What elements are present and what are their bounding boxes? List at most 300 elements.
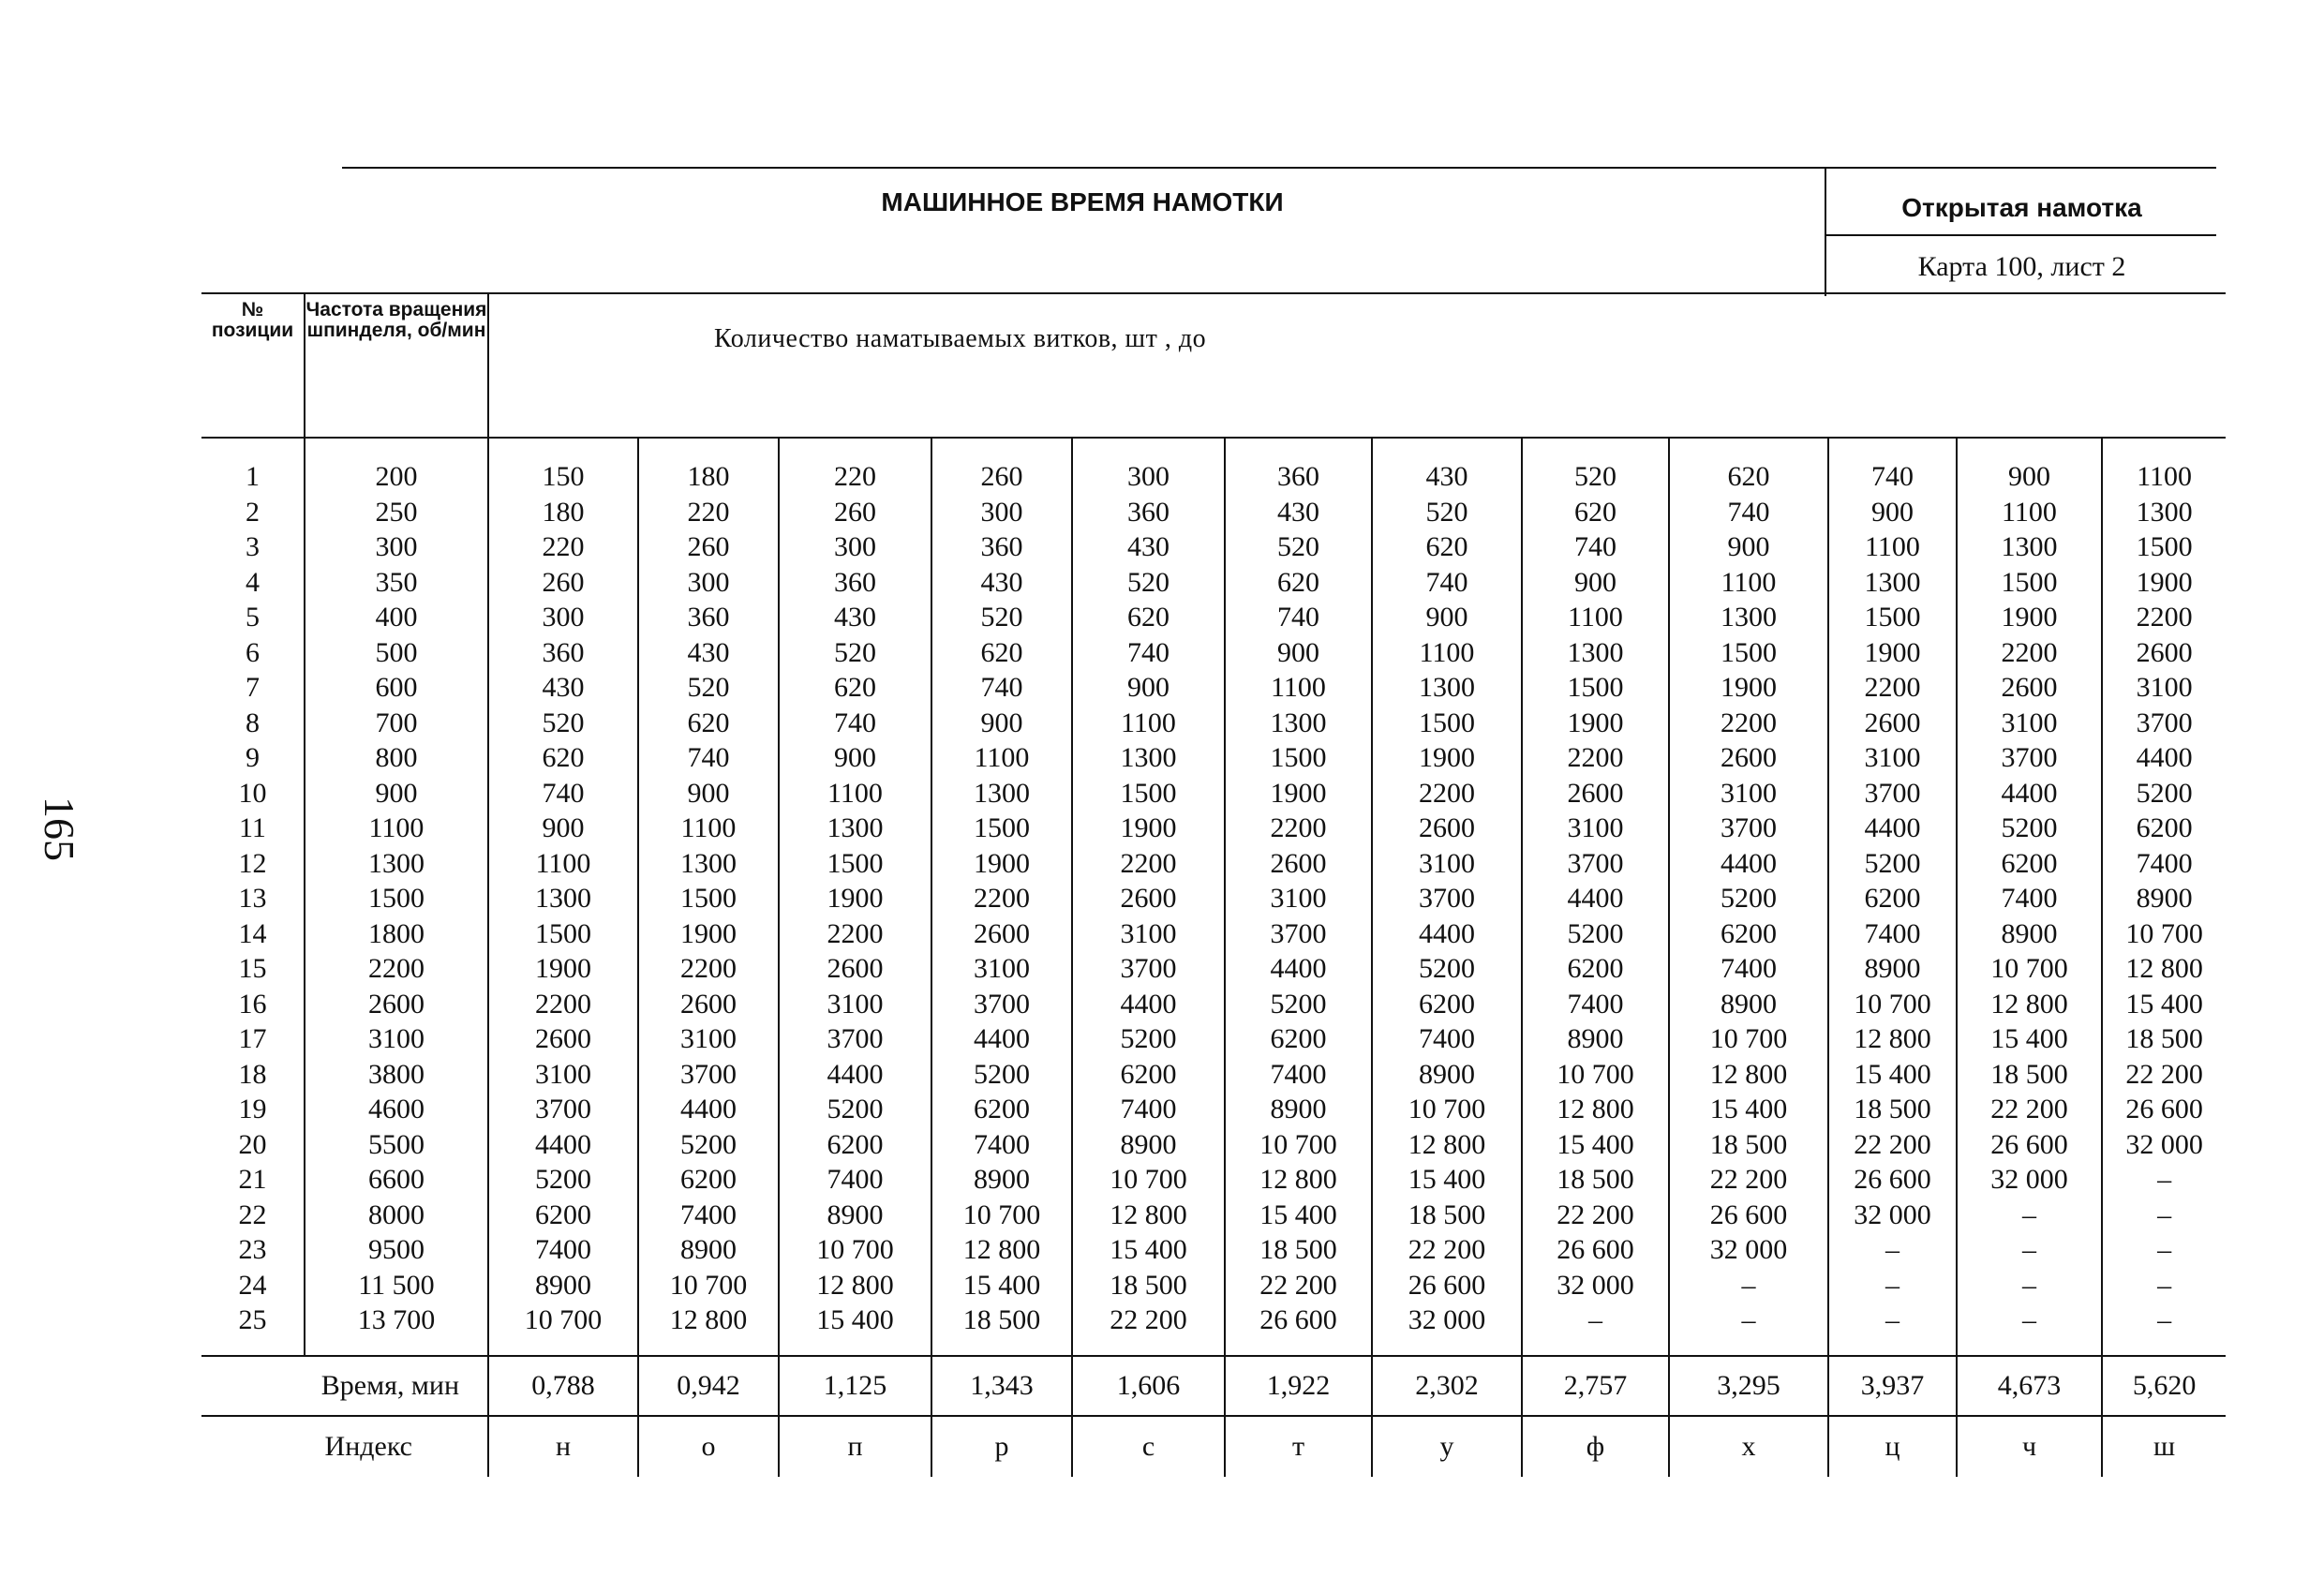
turns-cell: – — [2102, 1198, 2226, 1233]
spindle-speed-cell: 11 500 — [305, 1268, 488, 1303]
turns-cell: 8900 — [931, 1162, 1072, 1198]
spindle-speed-cell: 13 700 — [305, 1303, 488, 1356]
turns-cell: 12 800 — [638, 1303, 779, 1356]
turns-cell: 300 — [488, 600, 638, 635]
turns-cell: 6200 — [1957, 846, 2102, 882]
turns-cell: 740 — [1072, 635, 1225, 671]
turns-cell: 3700 — [1225, 916, 1372, 952]
turns-cell: 1300 — [488, 881, 638, 916]
turns-cell: 3700 — [1828, 776, 1957, 811]
turns-cell: 2600 — [488, 1021, 638, 1057]
turns-cell: 1300 — [1072, 740, 1225, 776]
turns-cell: 2200 — [931, 881, 1072, 916]
turns-cell: 620 — [638, 706, 779, 741]
table-row — [201, 1303, 2226, 1356]
spindle-speed-cell: 900 — [305, 776, 488, 811]
spindle-speed-cell: 500 — [305, 635, 488, 671]
page-title: МАШИННОЕ ВРЕМЯ НАМОТКИ — [881, 187, 1284, 216]
turns-cell: 1100 — [1669, 565, 1828, 601]
turns-cell: 4400 — [1669, 846, 1828, 882]
spindle-speed-cell: 300 — [305, 529, 488, 565]
turns-cell: 430 — [931, 565, 1072, 601]
turns-cell: 18 500 — [1957, 1057, 2102, 1093]
turns-cell: 300 — [1072, 459, 1225, 495]
turns-cell: 4400 — [1522, 881, 1669, 916]
turns-cell: 1900 — [779, 881, 931, 916]
turns-cell: 2600 — [779, 951, 931, 987]
spacer-cell — [305, 438, 488, 459]
turns-cell: 1100 — [638, 811, 779, 846]
turns-cell: 1100 — [931, 740, 1072, 776]
turns-cell: 26 600 — [1828, 1162, 1957, 1198]
turns-cell: 6200 — [1828, 881, 1957, 916]
turns-cell: – — [1957, 1198, 2102, 1233]
time-cell: 3,295 — [1669, 1356, 1828, 1416]
turns-cell: 620 — [779, 670, 931, 706]
table-row — [201, 529, 2226, 565]
position-cell: 18 — [238, 1058, 267, 1090]
table-row — [201, 1057, 2226, 1093]
header-divider-vertical — [1825, 167, 1826, 296]
turns-cell: 8900 — [1225, 1092, 1372, 1127]
spindle-speed-cell: 1800 — [305, 916, 488, 952]
turns-cell: 32 000 — [2102, 1127, 2226, 1163]
turns-cell: 8900 — [638, 1232, 779, 1268]
spindle-speed-cell: 6600 — [305, 1162, 488, 1198]
spindle-speed-cell: 250 — [305, 495, 488, 530]
turns-cell: 22 200 — [1828, 1127, 1957, 1163]
turns-cell: 180 — [488, 495, 638, 530]
turns-cell: 4400 — [1072, 987, 1225, 1022]
turns-cell: 6200 — [2102, 811, 2226, 846]
turns-cell: 6200 — [1225, 1021, 1372, 1057]
turns-cell: 1900 — [1072, 811, 1225, 846]
turns-cell: 1100 — [1957, 495, 2102, 530]
turns-cell: 26 600 — [1522, 1232, 1669, 1268]
position-cell: 2 — [246, 496, 260, 528]
turns-cell: 1500 — [1072, 776, 1225, 811]
turns-cell: 15 400 — [779, 1303, 931, 1356]
turns-cell: 12 800 — [1072, 1198, 1225, 1233]
spacer-cell — [201, 438, 305, 459]
turns-cell: 7400 — [1522, 987, 1669, 1022]
turns-cell: 900 — [931, 706, 1072, 741]
position-cell: 4 — [246, 566, 260, 598]
turns-cell: – — [1522, 1303, 1669, 1356]
turns-cell: 430 — [779, 600, 931, 635]
turns-cell: 2200 — [1828, 670, 1957, 706]
turns-cell: 3100 — [931, 951, 1072, 987]
spacer-row — [201, 438, 2226, 459]
turns-cell: 900 — [638, 776, 779, 811]
position-cell: 14 — [238, 917, 267, 949]
turns-cell: 2200 — [779, 916, 931, 952]
turns-cell: 2600 — [1957, 670, 2102, 706]
turns-cell: – — [1669, 1303, 1828, 1356]
spindle-speed-cell: 5500 — [305, 1127, 488, 1163]
turns-cell: 26 600 — [1957, 1127, 2102, 1163]
index-cell: ц — [1828, 1416, 1957, 1477]
turns-cell: 15 400 — [1072, 1232, 1225, 1268]
spindle-speed-cell: 8000 — [305, 1198, 488, 1233]
turns-cell: 900 — [1957, 459, 2102, 495]
index-cell: с — [1072, 1416, 1225, 1477]
position-cell: 25 — [238, 1304, 267, 1335]
table-row — [201, 811, 2226, 846]
turns-cell: 4400 — [638, 1092, 779, 1127]
turns-cell: 6200 — [1669, 916, 1828, 952]
column-header-position: № позиции — [201, 293, 305, 438]
winding-time-table — [201, 292, 2226, 1477]
turns-cell: 22 200 — [1072, 1303, 1225, 1356]
turns-cell: 1500 — [779, 846, 931, 882]
turns-cell: 3700 — [1669, 811, 1828, 846]
turns-cell: 3100 — [1225, 881, 1372, 916]
turns-cell: 1500 — [1828, 600, 1957, 635]
turns-cell: 1100 — [779, 776, 931, 811]
turns-cell: 430 — [1372, 459, 1522, 495]
spacer-cell — [638, 438, 779, 459]
turns-cell: 3700 — [488, 1092, 638, 1127]
turns-cell: 7400 — [2102, 846, 2226, 882]
turns-cell: 1100 — [1225, 670, 1372, 706]
turns-cell: 32 000 — [1828, 1198, 1957, 1233]
index-cell: у — [1372, 1416, 1522, 1477]
turns-cell: 4400 — [931, 1021, 1072, 1057]
turns-cell: 8900 — [1669, 987, 1828, 1022]
spacer-cell — [1225, 438, 1372, 459]
header-divider-horizontal — [1825, 234, 2216, 236]
turns-cell: 26 600 — [2102, 1092, 2226, 1127]
turns-cell: 5200 — [1522, 916, 1669, 952]
turns-cell: 1900 — [1669, 670, 1828, 706]
turns-cell: 620 — [931, 635, 1072, 671]
position-cell: 6 — [246, 636, 260, 668]
turns-cell: 2200 — [2102, 600, 2226, 635]
turns-cell: 4400 — [1957, 776, 2102, 811]
spindle-speed-cell: 1100 — [305, 811, 488, 846]
table-row — [201, 565, 2226, 601]
turns-cell: 15 400 — [1225, 1198, 1372, 1233]
turns-cell: 1900 — [1372, 740, 1522, 776]
turns-cell: 360 — [1225, 459, 1372, 495]
position-cell: 23 — [238, 1234, 267, 1265]
time-cell: 5,620 — [2102, 1356, 2226, 1416]
spacer-cell — [1828, 438, 1957, 459]
turns-cell: 6200 — [1522, 951, 1669, 987]
turns-cell: 1500 — [488, 916, 638, 952]
time-cell: 1,606 — [1072, 1356, 1225, 1416]
turns-cell: 18 500 — [1669, 1127, 1828, 1163]
spacer-cell — [2102, 438, 2226, 459]
turns-cell: 12 800 — [1669, 1057, 1828, 1093]
spindle-speed-cell: 800 — [305, 740, 488, 776]
turns-cell: 1100 — [1072, 706, 1225, 741]
turns-cell: 1100 — [1522, 600, 1669, 635]
column-header-spindle-speed: Частота вращения шпинделя, об/мин — [305, 293, 488, 438]
turns-cell: 22 200 — [1669, 1162, 1828, 1198]
time-cell: 1,922 — [1225, 1356, 1372, 1416]
table-row — [201, 635, 2226, 671]
page-number: 165 — [36, 796, 83, 861]
turns-cell: 3100 — [1669, 776, 1828, 811]
turns-cell: 3700 — [1072, 951, 1225, 987]
turns-cell: 620 — [1669, 459, 1828, 495]
turns-cell: 1900 — [1828, 635, 1957, 671]
turns-cell: 3700 — [1957, 740, 2102, 776]
turns-cell: 360 — [638, 600, 779, 635]
turns-cell: 6200 — [931, 1092, 1072, 1127]
turns-cell: 1500 — [2102, 529, 2226, 565]
table-row — [201, 459, 2226, 495]
spacer-cell — [1072, 438, 1225, 459]
turns-cell: 1100 — [488, 846, 638, 882]
turns-cell: 360 — [779, 565, 931, 601]
turns-cell: 1100 — [2102, 459, 2226, 495]
time-cell: 0,942 — [638, 1356, 779, 1416]
turns-cell: 5200 — [2102, 776, 2226, 811]
turns-cell: 1300 — [1522, 635, 1669, 671]
turns-cell: 32 000 — [1372, 1303, 1522, 1356]
turns-cell: 1300 — [1372, 670, 1522, 706]
turns-cell: – — [2102, 1162, 2226, 1198]
turns-cell: 5200 — [779, 1092, 931, 1127]
column-header-turns: Количество наматываемых витков, шт , до — [488, 293, 2226, 438]
position-cell: 10 — [238, 777, 267, 809]
turns-cell: 8900 — [2102, 881, 2226, 916]
turns-cell: 740 — [1669, 495, 1828, 530]
spindle-speed-cell: 200 — [305, 459, 488, 495]
turns-cell: 1500 — [1669, 635, 1828, 671]
time-cell: 2,757 — [1522, 1356, 1669, 1416]
turns-cell: 7400 — [1072, 1092, 1225, 1127]
turns-cell: 3700 — [2102, 706, 2226, 741]
turns-cell: 18 500 — [1225, 1232, 1372, 1268]
turns-cell: 2600 — [931, 916, 1072, 952]
turns-cell: 360 — [488, 635, 638, 671]
turns-cell: 620 — [1372, 529, 1522, 565]
turns-cell: – — [1669, 1268, 1828, 1303]
turns-cell: 3700 — [931, 987, 1072, 1022]
turns-cell: – — [1957, 1268, 2102, 1303]
turns-cell: 740 — [1225, 600, 1372, 635]
turns-cell: 2200 — [1669, 706, 1828, 741]
position-cell: 11 — [239, 812, 266, 843]
turns-cell: 900 — [1225, 635, 1372, 671]
turns-cell: 430 — [638, 635, 779, 671]
turns-cell: 900 — [1372, 600, 1522, 635]
turns-cell: 12 800 — [931, 1232, 1072, 1268]
title-top-rule — [342, 167, 2216, 169]
turns-cell: 8900 — [1372, 1057, 1522, 1093]
turns-cell: 6200 — [1372, 987, 1522, 1022]
turns-cell: 12 800 — [779, 1268, 931, 1303]
turns-cell: 5200 — [638, 1127, 779, 1163]
turns-cell: 2200 — [488, 987, 638, 1022]
turns-cell: 740 — [638, 740, 779, 776]
turns-cell: 3100 — [638, 1021, 779, 1057]
spacer-cell — [1522, 438, 1669, 459]
turns-cell: 3100 — [1522, 811, 1669, 846]
turns-cell: 10 700 — [1669, 1021, 1828, 1057]
index-cell: н — [488, 1416, 638, 1477]
spindle-speed-cell: 3100 — [305, 1021, 488, 1057]
turns-cell: 5200 — [1072, 1021, 1225, 1057]
spindle-speed-cell: 700 — [305, 706, 488, 741]
turns-cell: 360 — [931, 529, 1072, 565]
turns-cell: 3100 — [488, 1057, 638, 1093]
turns-cell: 10 700 — [779, 1232, 931, 1268]
table-header-row — [201, 293, 2226, 438]
turns-cell: 18 500 — [1828, 1092, 1957, 1127]
table-row — [201, 776, 2226, 811]
turns-cell: – — [1957, 1303, 2102, 1356]
position-cell: 1 — [246, 461, 260, 492]
table-row — [201, 495, 2226, 530]
turns-cell: 900 — [488, 811, 638, 846]
turns-cell: – — [1828, 1268, 1957, 1303]
turns-cell: 3100 — [1828, 740, 1957, 776]
turns-cell: 1100 — [1372, 635, 1522, 671]
turns-cell: 10 700 — [1522, 1057, 1669, 1093]
turns-cell: 18 500 — [1522, 1162, 1669, 1198]
spindle-speed-cell: 1500 — [305, 881, 488, 916]
turns-cell: 520 — [1522, 459, 1669, 495]
turns-cell: 300 — [638, 565, 779, 601]
turns-cell: 5200 — [1669, 881, 1828, 916]
turns-cell: 430 — [1072, 529, 1225, 565]
time-cell: 2,302 — [1372, 1356, 1522, 1416]
table-row — [201, 600, 2226, 635]
table-row — [201, 1021, 2226, 1057]
turns-cell: 10 700 — [1372, 1092, 1522, 1127]
turns-cell: 150 — [488, 459, 638, 495]
turns-cell: 260 — [779, 495, 931, 530]
turns-cell: 900 — [1828, 495, 1957, 530]
turns-cell: 520 — [488, 706, 638, 741]
turns-cell: 4400 — [1828, 811, 1957, 846]
spacer-cell — [1957, 438, 2102, 459]
turns-cell: 300 — [931, 495, 1072, 530]
position-cell: 13 — [238, 883, 267, 914]
turns-cell: 260 — [638, 529, 779, 565]
position-cell: 21 — [238, 1164, 267, 1195]
position-cell: 16 — [238, 988, 267, 1020]
turns-cell: 740 — [1828, 459, 1957, 495]
turns-cell: 3700 — [779, 1021, 931, 1057]
spacer-cell — [488, 438, 638, 459]
turns-cell: 260 — [488, 565, 638, 601]
table-row — [201, 1162, 2226, 1198]
turns-cell: – — [2102, 1303, 2226, 1356]
index-row — [201, 1416, 2226, 1477]
turns-cell: 22 200 — [1372, 1232, 1522, 1268]
turns-cell: 900 — [1669, 529, 1828, 565]
spindle-speed-cell: 2200 — [305, 951, 488, 987]
turns-cell: 5200 — [1225, 987, 1372, 1022]
table-row — [201, 706, 2226, 741]
index-label: Индекс — [201, 1416, 488, 1477]
turns-cell: 7400 — [1828, 916, 1957, 952]
turns-cell: 900 — [779, 740, 931, 776]
turns-cell: 10 700 — [488, 1303, 638, 1356]
turns-cell: 520 — [1225, 529, 1372, 565]
turns-cell: 180 — [638, 459, 779, 495]
spindle-speed-cell: 350 — [305, 565, 488, 601]
table-row — [201, 740, 2226, 776]
turns-cell: 5200 — [1828, 846, 1957, 882]
turns-cell: 10 700 — [931, 1198, 1072, 1233]
turns-cell: 10 700 — [1225, 1127, 1372, 1163]
turns-cell: 430 — [488, 670, 638, 706]
turns-cell: 2600 — [1669, 740, 1828, 776]
turns-cell: 6200 — [1072, 1057, 1225, 1093]
turns-cell: 520 — [1372, 495, 1522, 530]
turns-cell: 15 400 — [1669, 1092, 1828, 1127]
spindle-speed-cell: 3800 — [305, 1057, 488, 1093]
position-cell: 19 — [238, 1094, 267, 1124]
turns-cell: 12 800 — [1828, 1021, 1957, 1057]
turns-cell: 1300 — [1828, 565, 1957, 601]
turns-cell: 15 400 — [1957, 1021, 2102, 1057]
turns-cell: 1300 — [1957, 529, 2102, 565]
turns-cell: 15 400 — [2102, 987, 2226, 1022]
position-cell: 12 — [238, 847, 267, 879]
turns-cell: 10 700 — [1072, 1162, 1225, 1198]
turns-cell: 1900 — [2102, 565, 2226, 601]
turns-cell: 1900 — [1957, 600, 2102, 635]
time-label: Время, мин — [201, 1356, 488, 1416]
turns-cell: 12 800 — [1957, 987, 2102, 1022]
turns-cell: 1500 — [1957, 565, 2102, 601]
turns-cell: 2200 — [1522, 740, 1669, 776]
spacer-cell — [931, 438, 1072, 459]
turns-cell: – — [1828, 1303, 1957, 1356]
turns-cell: 18 500 — [2102, 1021, 2226, 1057]
position-cell: 5 — [246, 602, 260, 633]
index-cell: т — [1225, 1416, 1372, 1477]
turns-cell: 6200 — [638, 1162, 779, 1198]
spacer-cell — [1669, 438, 1828, 459]
turns-cell: 6200 — [779, 1127, 931, 1163]
turns-cell: 900 — [1072, 670, 1225, 706]
turns-cell: 2600 — [1522, 776, 1669, 811]
turns-cell: 2600 — [1072, 881, 1225, 916]
spindle-speed-cell: 4600 — [305, 1092, 488, 1127]
position-cell: 8 — [246, 707, 260, 738]
table-row — [201, 846, 2226, 882]
turns-cell: 32 000 — [1522, 1268, 1669, 1303]
spacer-cell — [1372, 438, 1522, 459]
index-cell: ф — [1522, 1416, 1669, 1477]
table-row — [201, 1198, 2226, 1233]
turns-cell: – — [1828, 1232, 1957, 1268]
turns-cell: – — [2102, 1268, 2226, 1303]
spindle-speed-cell: 1300 — [305, 846, 488, 882]
card-number: Карта 100, лист 2 — [1917, 251, 2126, 282]
turns-cell: 1300 — [1669, 600, 1828, 635]
position-cell: 24 — [238, 1269, 267, 1301]
turns-cell: 360 — [1072, 495, 1225, 530]
position-cell: 3 — [246, 531, 260, 562]
turns-cell: 12 800 — [1225, 1162, 1372, 1198]
index-cell: о — [638, 1416, 779, 1477]
turns-cell: 220 — [779, 459, 931, 495]
turns-cell: 8900 — [488, 1268, 638, 1303]
table-row — [201, 916, 2226, 952]
turns-cell: 2200 — [1957, 635, 2102, 671]
turns-cell: 2600 — [2102, 635, 2226, 671]
